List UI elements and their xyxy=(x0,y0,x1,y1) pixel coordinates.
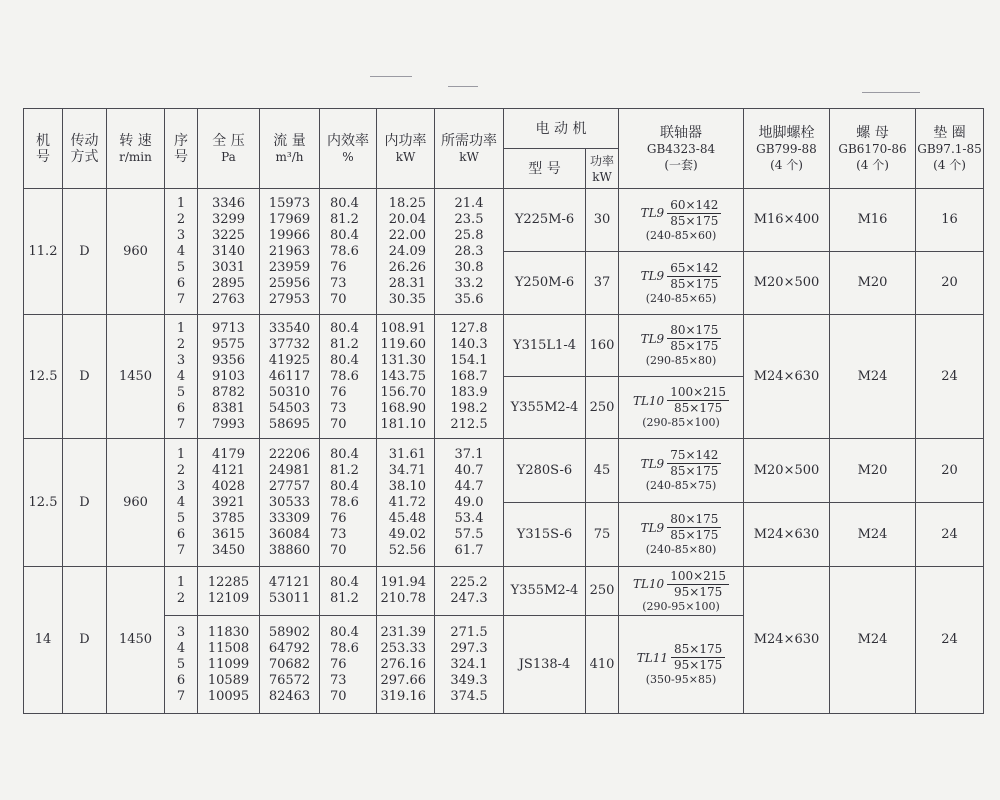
seq-cell: 1 2 3 4 5 6 7 xyxy=(165,439,198,567)
machine-no-cell: 14 xyxy=(24,567,63,714)
motor-power-cell: 30 xyxy=(586,189,619,252)
table-row xyxy=(24,189,984,252)
bolt-cell: M16×400 xyxy=(744,189,830,252)
header-speed: 转 速 r/min xyxy=(107,109,165,189)
coupling-cell: TL9 $\frac{75\times 142}{85\times 175}$ (240-85×75) xyxy=(619,439,744,503)
bolt-cell: M20×500 xyxy=(744,252,830,315)
motor-power-cell: 45 xyxy=(586,439,619,503)
motor-model-cell: Y250M-6 xyxy=(504,252,586,315)
header-drive: 传动 方式 xyxy=(63,109,107,189)
header-motor: 电 动 机 xyxy=(504,109,619,149)
motor-power-cell: 160 xyxy=(586,315,619,377)
coupling-cell: TL9 $\frac{80\times 175}{85\times 175}$ (290-85×80) xyxy=(619,315,744,377)
required-power-cell: 225.2 247.3 xyxy=(435,567,504,616)
motor-model-cell: Y315S-6 xyxy=(504,503,586,567)
washer-cell: 20 xyxy=(916,252,984,315)
efficiency-cell: 80.4 81.2 xyxy=(320,567,377,616)
drive-cell: D xyxy=(63,189,107,315)
header-efficiency: 内效率 % xyxy=(320,109,377,189)
efficiency-cell: 80.4 81.2 80.4 78.6 76 73 70 xyxy=(320,315,377,439)
speed-cell: 1450 xyxy=(107,567,165,714)
pressure-cell: 11830 11508 11099 10589 10095 xyxy=(198,616,260,714)
seq-cell: 1 2 3 4 5 6 7 xyxy=(165,189,198,315)
motor-model-cell: JS138-4 xyxy=(504,616,586,714)
printed-mark xyxy=(370,76,412,77)
nut-cell: M24 xyxy=(830,567,916,714)
printed-mark xyxy=(448,86,478,87)
inner-power-cell: 31.61 34.71 38.10 41.72 45.48 49.02 52.56 xyxy=(377,439,435,567)
nut-cell: M20 xyxy=(830,252,916,315)
flow-cell: 47121 53011 xyxy=(260,567,320,616)
pressure-cell: 9713 9575 9356 9103 8782 8381 7993 xyxy=(198,315,260,439)
coupling-cell: TL10 $\frac{100\times 215}{85\times 175}$ (290-85×100) xyxy=(619,377,744,439)
speed-cell: 960 xyxy=(107,439,165,567)
header-pressure: 全 压 Pa xyxy=(198,109,260,189)
motor-model-cell: Y315L1-4 xyxy=(504,315,586,377)
inner-power-cell: 231.39 253.33 276.16 297.66 319.16 xyxy=(377,616,435,714)
header-anchor-bolt: 地脚螺栓 GB799-88 (4 个) xyxy=(744,109,830,189)
machine-no-cell: 11.2 xyxy=(24,189,63,315)
drive-cell: D xyxy=(63,315,107,439)
nut-cell: M20 xyxy=(830,439,916,503)
flow-cell: 58902 64792 70682 76572 82463 xyxy=(260,616,320,714)
required-power-cell: 37.1 40.7 44.7 49.0 53.4 57.5 61.7 xyxy=(435,439,504,567)
inner-power-cell: 108.91 119.60 131.30 143.75 156.70 168.90 181.10 xyxy=(377,315,435,439)
coupling-cell: TL11 $\frac{85\times 175}{95\times 175}$ (350-95×85) xyxy=(619,616,744,714)
header-nut: 螺 母 GB6170-86 (4 个) xyxy=(830,109,916,189)
coupling-cell: TL9 $\frac{60\times 142}{85\times 175}$ (240-85×60) xyxy=(619,189,744,252)
header-motor-power: 功率 kW xyxy=(586,149,619,189)
motor-power-cell: 75 xyxy=(586,503,619,567)
header-washer: 垫 圈 GB97.1-85 (4 个) xyxy=(916,109,984,189)
pressure-cell: 4179 4121 4028 3921 3785 3615 3450 xyxy=(198,439,260,567)
seq-cell: 3 4 5 6 7 xyxy=(165,616,198,714)
header-seq: 序 号 xyxy=(165,109,198,189)
bolt-cell: M24×630 xyxy=(744,503,830,567)
header-machine-no: 机 号 xyxy=(24,109,63,189)
motor-power-cell: 250 xyxy=(586,567,619,616)
coupling-cell: TL9 $\frac{65\times 142}{85\times 175}$ (240-85×65) xyxy=(619,252,744,315)
flow-cell: 22206 24981 27757 30533 33309 36084 38860 xyxy=(260,439,320,567)
speed-cell: 960 xyxy=(107,189,165,315)
header-required-power: 所需功率 kW xyxy=(435,109,504,189)
table-row xyxy=(24,315,984,377)
motor-model-cell: Y355M2-4 xyxy=(504,377,586,439)
bolt-cell: M24×630 xyxy=(744,567,830,714)
bolt-cell: M20×500 xyxy=(744,439,830,503)
table-row xyxy=(24,439,984,503)
required-power-cell: 127.8 140.3 154.1 168.7 183.9 198.2 212.5 xyxy=(435,315,504,439)
motor-model-cell: Y280S-6 xyxy=(504,439,586,503)
drive-cell: D xyxy=(63,439,107,567)
washer-cell: 24 xyxy=(916,503,984,567)
header-inner-power: 内功率 kW xyxy=(377,109,435,189)
header-flow: 流 量 m³/h xyxy=(260,109,320,189)
printed-mark xyxy=(862,92,920,93)
washer-cell: 16 xyxy=(916,189,984,252)
washer-cell: 24 xyxy=(916,567,984,714)
seq-cell: 1 2 xyxy=(165,567,198,616)
seq-cell: 1 2 3 4 5 6 7 xyxy=(165,315,198,439)
pressure-cell: 12285 12109 xyxy=(198,567,260,616)
required-power-cell: 271.5 297.3 324.1 349.3 374.5 xyxy=(435,616,504,714)
machine-no-cell: 12.5 xyxy=(24,315,63,439)
coupling-cell: TL9 $\frac{80\times 175}{85\times 175}$ (240-85×80) xyxy=(619,503,744,567)
header-row-1 xyxy=(24,109,984,149)
inner-power-cell: 18.25 20.04 22.00 24.09 26.26 28.31 30.35 xyxy=(377,189,435,315)
motor-power-cell: 37 xyxy=(586,252,619,315)
flow-cell: 33540 37732 41925 46117 50310 54503 58695 xyxy=(260,315,320,439)
washer-cell: 24 xyxy=(916,315,984,439)
header-motor-model: 型 号 xyxy=(504,149,586,189)
nut-cell: M24 xyxy=(830,503,916,567)
motor-power-cell: 250 xyxy=(586,377,619,439)
motor-model-cell: Y355M2-4 xyxy=(504,567,586,616)
fan-selection-table xyxy=(23,108,984,714)
bolt-cell: M24×630 xyxy=(744,315,830,439)
washer-cell: 20 xyxy=(916,439,984,503)
nut-cell: M24 xyxy=(830,315,916,439)
coupling-cell: TL10 $\frac{100\times 215}{95\times 175}$ (290-95×100) xyxy=(619,567,744,616)
speed-cell: 1450 xyxy=(107,315,165,439)
drive-cell: D xyxy=(63,567,107,714)
efficiency-cell: 80.4 81.2 80.4 78.6 76 73 70 xyxy=(320,439,377,567)
efficiency-cell: 80.4 81.2 80.4 78.6 76 73 70 xyxy=(320,189,377,315)
motor-power-cell: 410 xyxy=(586,616,619,714)
machine-no-cell: 12.5 xyxy=(24,439,63,567)
table-row xyxy=(24,567,984,616)
flow-cell: 15973 17969 19966 21963 23959 25956 27953 xyxy=(260,189,320,315)
inner-power-cell: 191.94 210.78 xyxy=(377,567,435,616)
header-coupling: 联轴器 GB4323-84 (一套) xyxy=(619,109,744,189)
required-power-cell: 21.4 23.5 25.8 28.3 30.8 33.2 35.6 xyxy=(435,189,504,315)
motor-model-cell: Y225M-6 xyxy=(504,189,586,252)
nut-cell: M16 xyxy=(830,189,916,252)
pressure-cell: 3346 3299 3225 3140 3031 2895 2763 xyxy=(198,189,260,315)
efficiency-cell: 80.4 78.6 76 73 70 xyxy=(320,616,377,714)
